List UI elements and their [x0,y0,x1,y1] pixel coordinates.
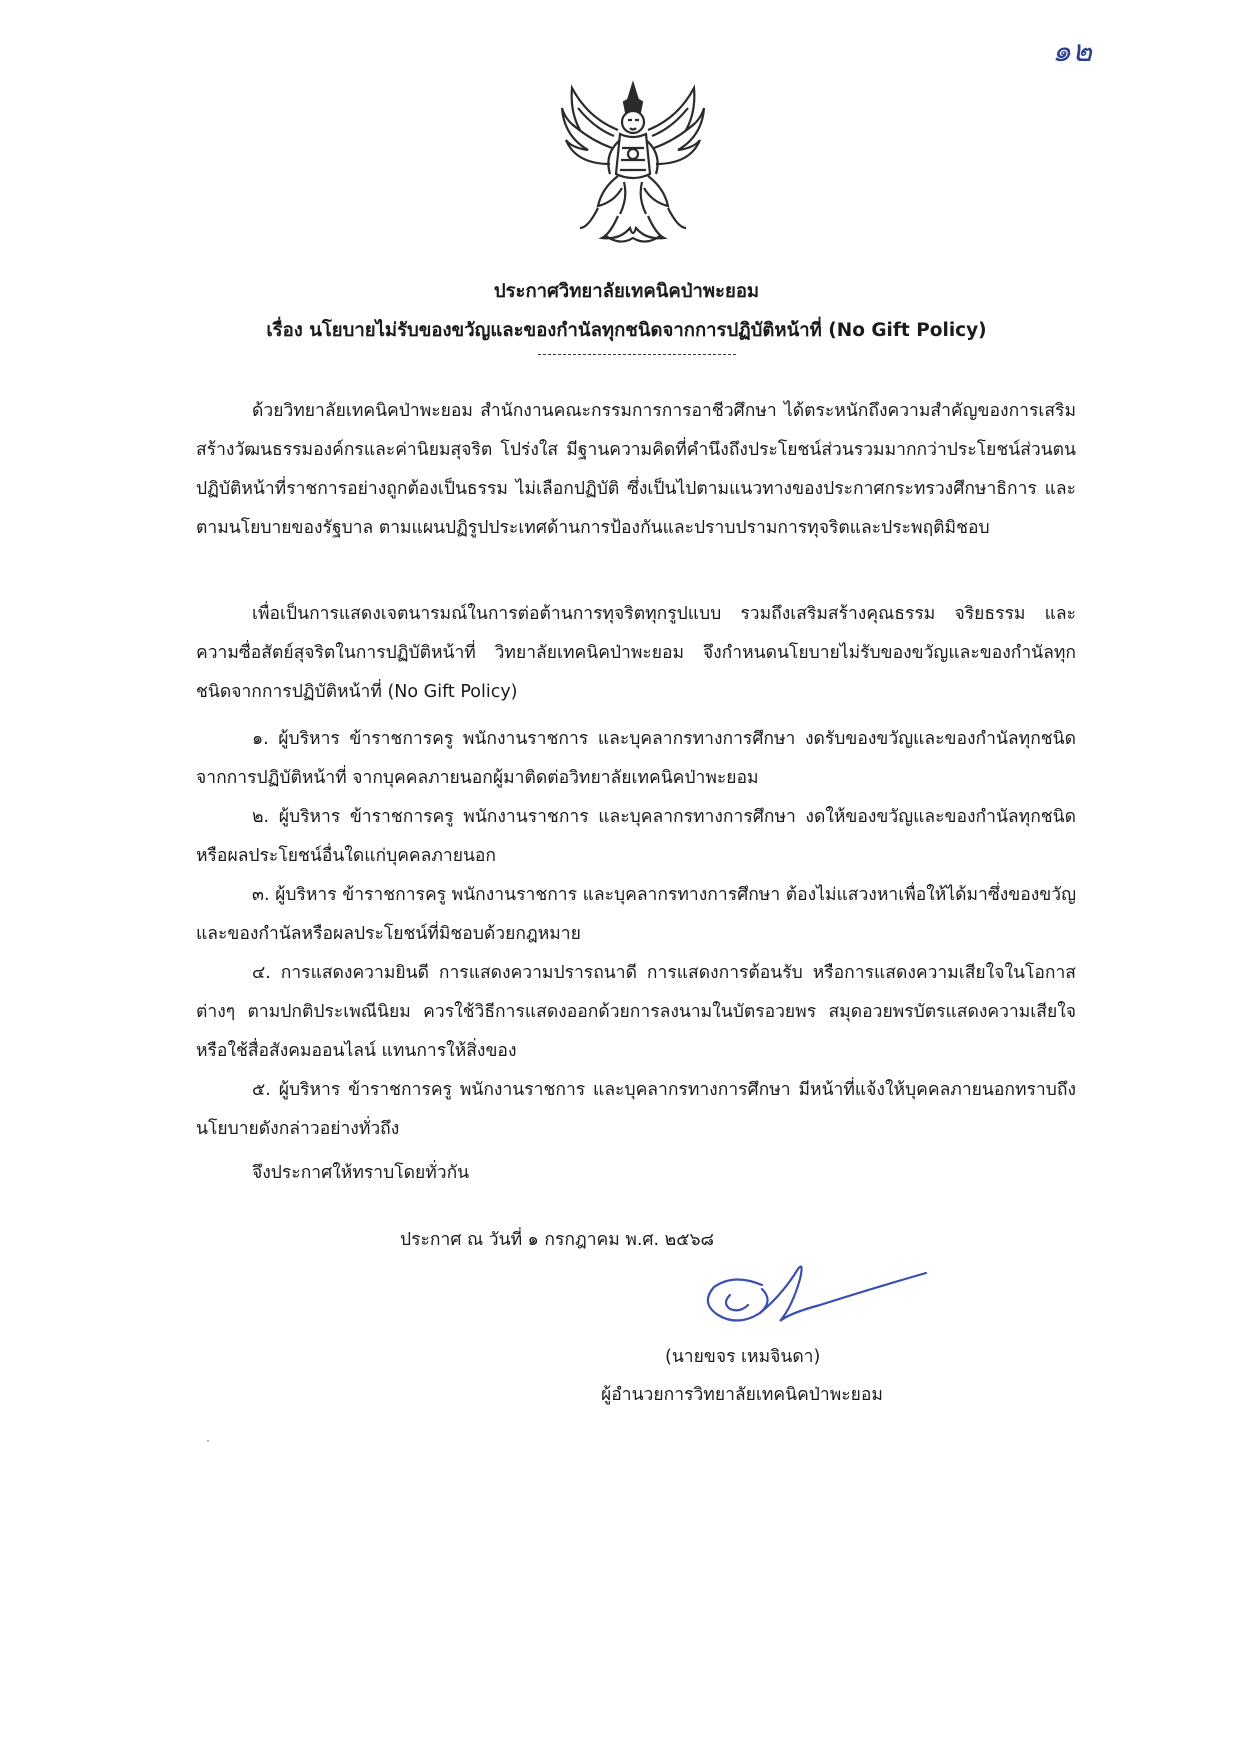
announcement-line: จึงประกาศให้ทราบโดยทั่วกัน [252,1163,470,1183]
policy-item: ๕. ผู้บริหาร ข้าราชการครู พนักงานราชการ และบุคลากรทางการศึกษา มีหน้าที่แจ้งให้บุคคลภายนอกทราบถึงนโยบายดังกล่าวอย่างทั่วถึง [196,1080,1076,1139]
signature-icon [700,1255,930,1335]
announcement-date: ประกาศ ณ วันที่ ๑ กรกฎาคม พ.ศ. ๒๕๖๘ [400,1230,715,1250]
policy-item: ๔. การแสดงความยินดี การแสดงความปรารถนาดี การแสดงการต้อนรับ หรือการแสดงความเสียใจในโอกาสต่างๆ ตามปกติประเพณีนิยม ควรใช้วิธีการแสดงออกด้วยการลงนามในบัตรอวยพร สมุดอวยพรบัตรแสดงความเสียใจ หรือใช้สื่อสังคมออนไลน์ แทนการให้สิ่งของ [196,963,1076,1061]
garuda-emblem-icon [558,78,708,248]
policy-item: ๑. ผู้บริหาร ข้าราชการครู พนักงานราชการ และบุคลากรทางการศึกษา งดรับของขวัญและของกำนัลทุกชนิดจากการปฏิบัติหน้าที่ จากบุคคลภายนอกผู้มาติดต่อวิทยาลัยเทคนิคป่าพะยอม [196,729,1076,788]
paragraph-purpose: เพื่อเป็นการแสดงเจตนารมณ์ในการต่อต้านการทุจริตทุกรูปแบบ รวมถึงเสริมสร้างคุณธรรม จริยธรรม และความซื่อสัตย์สุจริตในการปฏิบัติหน้าที่ วิทยาลัยเทคนิคป่าพะยอม จึงกำหนดนโยบายไม่รับของขวัญและของกำนัลทุกชนิดจากการปฏิบัติหน้าที่ (No Gift Policy) [196,604,1076,702]
signer-title: ผู้อำนวยการวิทยาลัยเทคนิคป่าพะยอม [601,1385,883,1405]
policy-list [196,720,1076,1149]
policy-item: ๒. ผู้บริหาร ข้าราชการครู พนักงานราชการ และบุคลากรทางการศึกษา งดให้ของขวัญและของกำนัลทุกชนิดหรือผลประโยชน์อื่นใดแก่บุคคลภายนอก [196,807,1076,866]
scan-speck [207,1440,209,1442]
title-divider [538,354,736,355]
document-title: ประกาศวิทยาลัยเทคนิคป่าพะยอม [493,281,760,302]
paragraph-intro: ด้วยวิทยาลัยเทคนิคป่าพะยอม สำนักงานคณะกรรมการการอาชีวศึกษา ได้ตระหนักถึงความสำคัญของการเสริมสร้างวัฒนธรรมองค์กรและค่านิยมสุจริต โปร่งใส มีฐานความคิดที่คำนึงถึงประโยชน์ส่วนรวมมากกว่าประโยชน์ส่วนตน ปฏิบัติหน้าที่ราชการอย่างถูกต้องเป็นธรรม ไม่เลือกปฏิบัติ ซึ่งเป็นไปตามแนวทางของประกาศกระทรวงศึกษาธิการ และตามนโยบายของรัฐบาล ตามแผนปฏิรูปประเทศด้านการป้องกันและปราบปรามการทุจริตและประพฤติมิชอบ [196,401,1076,538]
document-subject: เรื่อง นโยบายไม่รับของขวัญและของกำนัลทุกชนิดจากการปฏิบัติหน้าที่ (No Gift Policy) [266,320,987,341]
page-number: ๑๒ [1052,34,1093,69]
policy-item: ๓. ผู้บริหาร ข้าราชการครู พนักงานราชการ และบุคลากรทางการศึกษา ต้องไม่แสวงหาเพื่อให้ได้มาซึ่งของขวัญและของกำนัลหรือผลประโยชน์ที่มิชอบด้วยกฎหมาย [196,885,1076,944]
signer-name: (นายขจร เหมจินดา) [665,1347,821,1367]
